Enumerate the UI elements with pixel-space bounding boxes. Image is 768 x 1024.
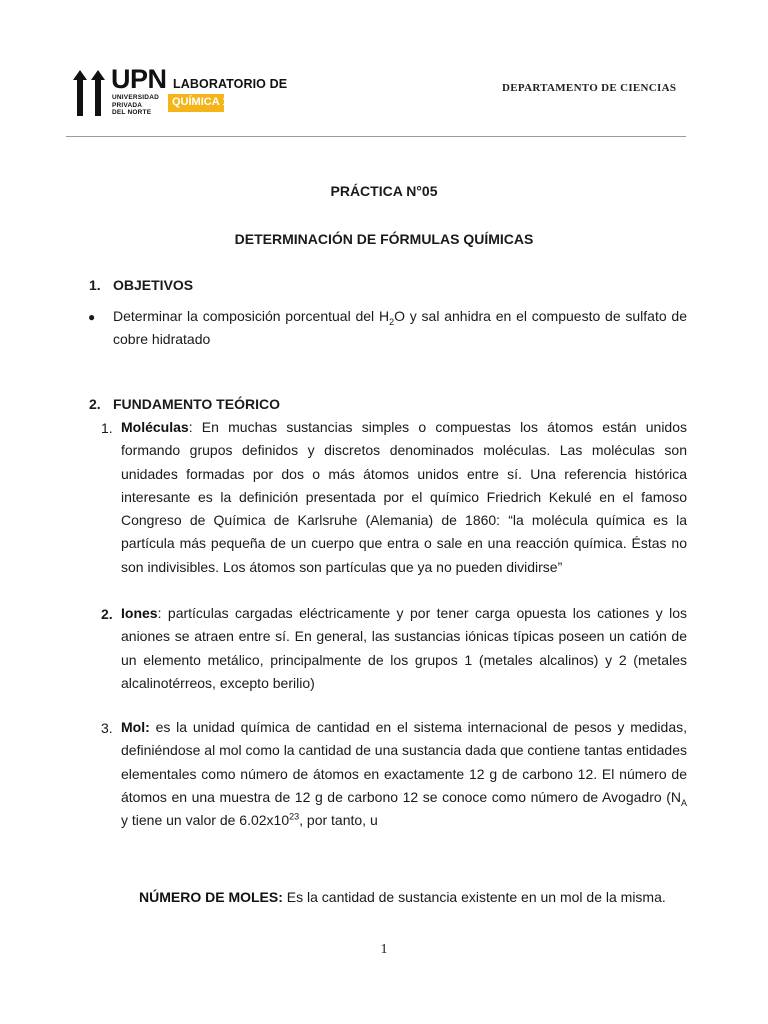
upn-logo — [70, 64, 288, 126]
section-2-heading: FUNDAMENTO TEÓRICO — [113, 396, 280, 412]
logo-upn-text: UPN — [111, 64, 167, 94]
logo-laboratorio-text: LABORATORIO DE — [173, 77, 288, 91]
section-1-number: 1. — [89, 277, 101, 293]
page-number: 1 — [380, 942, 388, 957]
list-item-number: 2. — [101, 606, 113, 622]
list-item-moleculas: Moléculas: En muchas sustancias simples o compuestas los átomos están unidos formando grupos definidos y discretos denominados moléculas. Las moléculas son unidades formadas por dos o más átomos unidos entre sí. Una referencia histórica interesante es la definición presentada por el químico Friedrich Kekulé en el famoso Congreso de Química de Karlsruhe (Alemania) de 1860: “la molécula química es la partícula más pequeña de un cuerpo que entra o sale en una reacción química. Éstas no son indivisibles. Los átomos son partículas que ya no pueden dividirse” — [121, 419, 687, 575]
list-item-number: 1. — [101, 420, 113, 436]
practice-title: PRÁCTICA N°05 — [330, 183, 438, 199]
numero-de-moles-definition: NÚMERO DE MOLES: Es la cantidad de sustancia existente en un mol de la misma. — [139, 889, 666, 905]
logo-university-name: UNIVERSIDAD PRIVADA DEL NORTE — [112, 94, 159, 116]
section-2-number: 2. — [89, 396, 101, 412]
upn-arrow-logo-icon — [70, 66, 108, 116]
list-item-number: 3. — [101, 720, 113, 736]
section-1-heading: OBJETIVOS — [113, 277, 194, 293]
department-name: DEPARTAMENTO DE CIENCIAS — [502, 82, 677, 94]
logo-quimica-badge: QUÍMICA 1 — [168, 94, 224, 112]
document-subject-title: DETERMINACIÓN DE FÓRMULAS QUÍMICAS — [234, 231, 534, 247]
list-item-mol: Mol: es la unidad química de cantidad en el sistema internacional de pesos y medidas, definiéndose al mol como la cantidad de una sustancia dada que contiene tantas entidades elementales como número de átomos en exactamente 12 g de carbono 12. El número de átomos en una muestra de 12 g de carbono 12 se conoce como número de Avogadro ($N_A$ y tiene un valor de $6.02x10^{23}$, por tanto, u — [121, 719, 687, 829]
header-divider — [66, 136, 686, 137]
list-item-iones: Iones: partículas cargadas eléctricamente y por tener carga opuesta los cationes y los aniones se atraen entre sí. En general, las sustancias iónicas típicas poseen un catión de un elemento metálico, principalmente de los grupos 1 (metales alcalinos) y 2 (metales alcalinotérreos, excepto berilio) — [121, 605, 687, 691]
objective-item: Determinar la composición porcentual del $H_2O$ y sal anhidra en el compuesto de sulfato de cobre hidratado — [113, 308, 687, 348]
bullet-icon: ● — [88, 310, 96, 324]
